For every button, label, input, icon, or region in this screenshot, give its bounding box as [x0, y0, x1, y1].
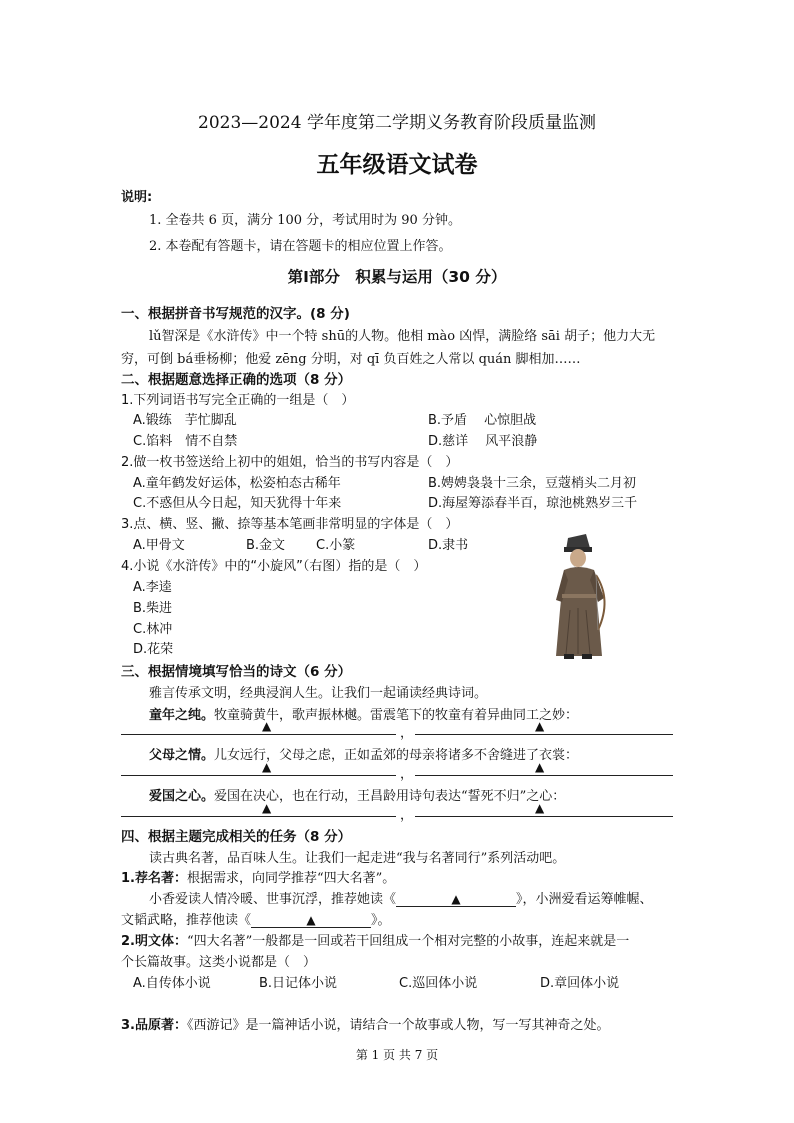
- section-1-line-1: lǔ智深是《水浒传》中一个特 shū的人物。他相 mào 凶悍，满脸络 sāi 胡子；他力大无: [149, 329, 656, 344]
- book-blank-2-marker: ▲: [306, 913, 316, 927]
- section-4-intro: 读古典名著，品百味人生。让我们一起走进“我与名著同行”系列活动吧。: [149, 851, 566, 866]
- blank-marker-2b: ▲: [535, 760, 545, 774]
- blank-marker-2a: ▲: [262, 760, 272, 774]
- poem-prompt-patriotism-text: 爱国在决心，也在行动，王昌龄用诗句表达“誓死不归”之心：: [214, 789, 566, 804]
- answer-comma-3: ，: [400, 808, 414, 823]
- task-1-label: 1.荐名著：: [121, 871, 187, 886]
- section-2-title: 二、根据题意选择正确的选项（8 分）: [121, 372, 352, 388]
- question-3-option-d: D.隶书: [428, 538, 469, 553]
- question-2-option-a: A.童年鹤发好运体，松姿柏态古稀年: [133, 476, 341, 491]
- poem-prompt-patriotism: [149, 785, 565, 804]
- task-3-label: 3.品原著：: [121, 1018, 187, 1033]
- task-2-option-b: B.日记体小说: [259, 976, 338, 991]
- task-2-heading: [121, 930, 629, 949]
- poem-prompt-parents-label: 父母之情。: [149, 748, 215, 763]
- answer-line-2a[interactable]: [121, 775, 396, 776]
- task-1-line-2-part-b: 》。: [371, 913, 391, 928]
- question-4-option-b: B.柴进: [133, 601, 173, 616]
- blank-marker-1a: ▲: [262, 719, 272, 733]
- task-2-label: 2.明文体：: [121, 934, 187, 949]
- part-1-title: 第Ⅰ部分 积累与运用（30 分）: [287, 268, 507, 286]
- exam-header-title: 2023—2024 学年度第二学期义务教育阶段质量监测: [198, 113, 596, 133]
- section-4-title: 四、根据主题完成相关的任务（8 分）: [121, 829, 352, 845]
- answer-comma-2: ，: [400, 767, 414, 782]
- question-4-option-a: A.李逵: [133, 580, 172, 595]
- task-1-text: 根据需求，向同学推荐“四大名著”。: [186, 871, 396, 886]
- question-4-option-c: C.林冲: [133, 622, 173, 637]
- section-1-title: 一、根据拼音书写规范的汉字。(8 分): [121, 306, 350, 322]
- task-1-heading: [121, 867, 395, 886]
- poem-prompt-parents: [149, 744, 578, 763]
- question-1-option-a: A.锻练 芋忙脚乱: [133, 413, 237, 428]
- question-1: 1.下列词语书写完全正确的一组是（ ）: [121, 393, 355, 408]
- question-3-option-b: B.金文: [246, 538, 286, 553]
- task-1-line-2-part-a: 文韬武略，推荐他读《: [121, 913, 252, 928]
- instructions-label: 说明:: [121, 190, 153, 205]
- section-3-title: 三、根据情境填写恰当的诗文（6 分）: [121, 664, 352, 680]
- page-number: 第 1 页 共 7 页: [355, 1048, 439, 1062]
- blank-marker-1b: ▲: [535, 719, 545, 733]
- question-1-option-b: B.予盾 心惊胆战: [428, 413, 537, 428]
- poem-prompt-parents-text: 儿女远行，父母之虑，正如孟郊的母亲将诸多不舍缝进了衣裳：: [214, 748, 579, 763]
- answer-line-1a[interactable]: [121, 734, 396, 735]
- section-3-intro: 雅言传承文明，经典浸润人生。让我们一起诵读经典诗词。: [149, 686, 488, 701]
- question-2: 2.做一枚书签送给上初中的姐姐，恰当的书写内容是（ ）: [121, 455, 459, 470]
- blank-marker-3b: ▲: [535, 801, 545, 815]
- exam-subject-title: 五年级语文试卷: [316, 152, 478, 178]
- character-illustration: [538, 530, 618, 665]
- task-1-line-2: [121, 909, 391, 928]
- task-3-text: 《西游记》是一篇神话小说，请结合一个故事或人物，写一写其神奇之处。: [186, 1018, 610, 1033]
- instruction-item-1: 1. 全卷共 6 页，满分 100 分，考试用时为 90 分钟。: [149, 213, 461, 228]
- poem-prompt-childhood-text: 牧童骑黄牛，歌声振林樾。雷震笔下的牧童有着异曲同工之妙：: [214, 708, 579, 723]
- question-2-option-c: C.不惑但从今日起，知天犹得十年来: [133, 496, 342, 511]
- book-blank-1-marker: ▲: [451, 892, 461, 906]
- question-4: 4.小说《水浒传》中的“小旋风”（右图）指的是（ ）: [121, 559, 427, 574]
- task-2-text: “四大名著”一般都是一回或若干回组成一个相对完整的小故事，连起来就是一: [186, 934, 630, 949]
- section-1-line-2: 穷，可倒 bá垂杨柳；他爱 zēng 分明，对 qī 负百姓之人常以 quán 脚相加……: [121, 352, 581, 367]
- answer-comma-1: ，: [400, 726, 414, 741]
- task-1-line-1-part-b: 》，小洲爱看运筹帷幄、: [516, 892, 653, 907]
- book-blank-2[interactable]: [251, 913, 371, 928]
- poem-prompt-childhood-label: 童年之纯。: [149, 708, 215, 723]
- answer-line-1b[interactable]: [415, 734, 673, 735]
- task-2-option-c: C.巡回体小说: [399, 976, 478, 991]
- task-3-heading: [121, 1014, 610, 1033]
- question-1-option-d: D.慈详 风平浪静: [428, 434, 538, 449]
- question-3-option-c: C.小篆: [316, 538, 356, 553]
- question-1-option-c: C.馅料 情不自禁: [133, 434, 238, 449]
- answer-line-2b[interactable]: [415, 775, 673, 776]
- instruction-item-2: 2. 本卷配有答题卡，请在答题卡的相应位置上作答。: [149, 239, 452, 254]
- question-4-option-d: D.花荣: [133, 642, 174, 657]
- answer-line-3b[interactable]: [415, 816, 673, 817]
- poem-prompt-childhood: [149, 704, 578, 723]
- task-1-line-1-part-a: 小香爱读人情冷暖、世事沉浮，推荐她读《: [149, 892, 397, 907]
- question-3-option-a: A.甲骨文: [133, 538, 185, 553]
- blank-marker-3a: ▲: [262, 801, 272, 815]
- task-2-line-2: 个长篇故事。这类小说都是（ ）: [121, 955, 317, 970]
- task-2-option-d: D.章回体小说: [540, 976, 620, 991]
- task-2-option-a: A.自传体小说: [133, 976, 211, 991]
- book-blank-1[interactable]: [396, 892, 516, 907]
- question-2-option-d: D.海屋筹添春半百，琼池桃熟岁三千: [428, 496, 638, 511]
- question-2-option-b: B.娉娉袅袅十三余，豆蔻梢头二月初: [428, 476, 637, 491]
- answer-line-3a[interactable]: [121, 816, 396, 817]
- poem-prompt-patriotism-label: 爱国之心。: [149, 789, 215, 804]
- task-1-line-1: [149, 888, 653, 907]
- question-3: 3.点、横、竖、撇、捺等基本笔画非常明显的字体是（ ）: [121, 517, 459, 532]
